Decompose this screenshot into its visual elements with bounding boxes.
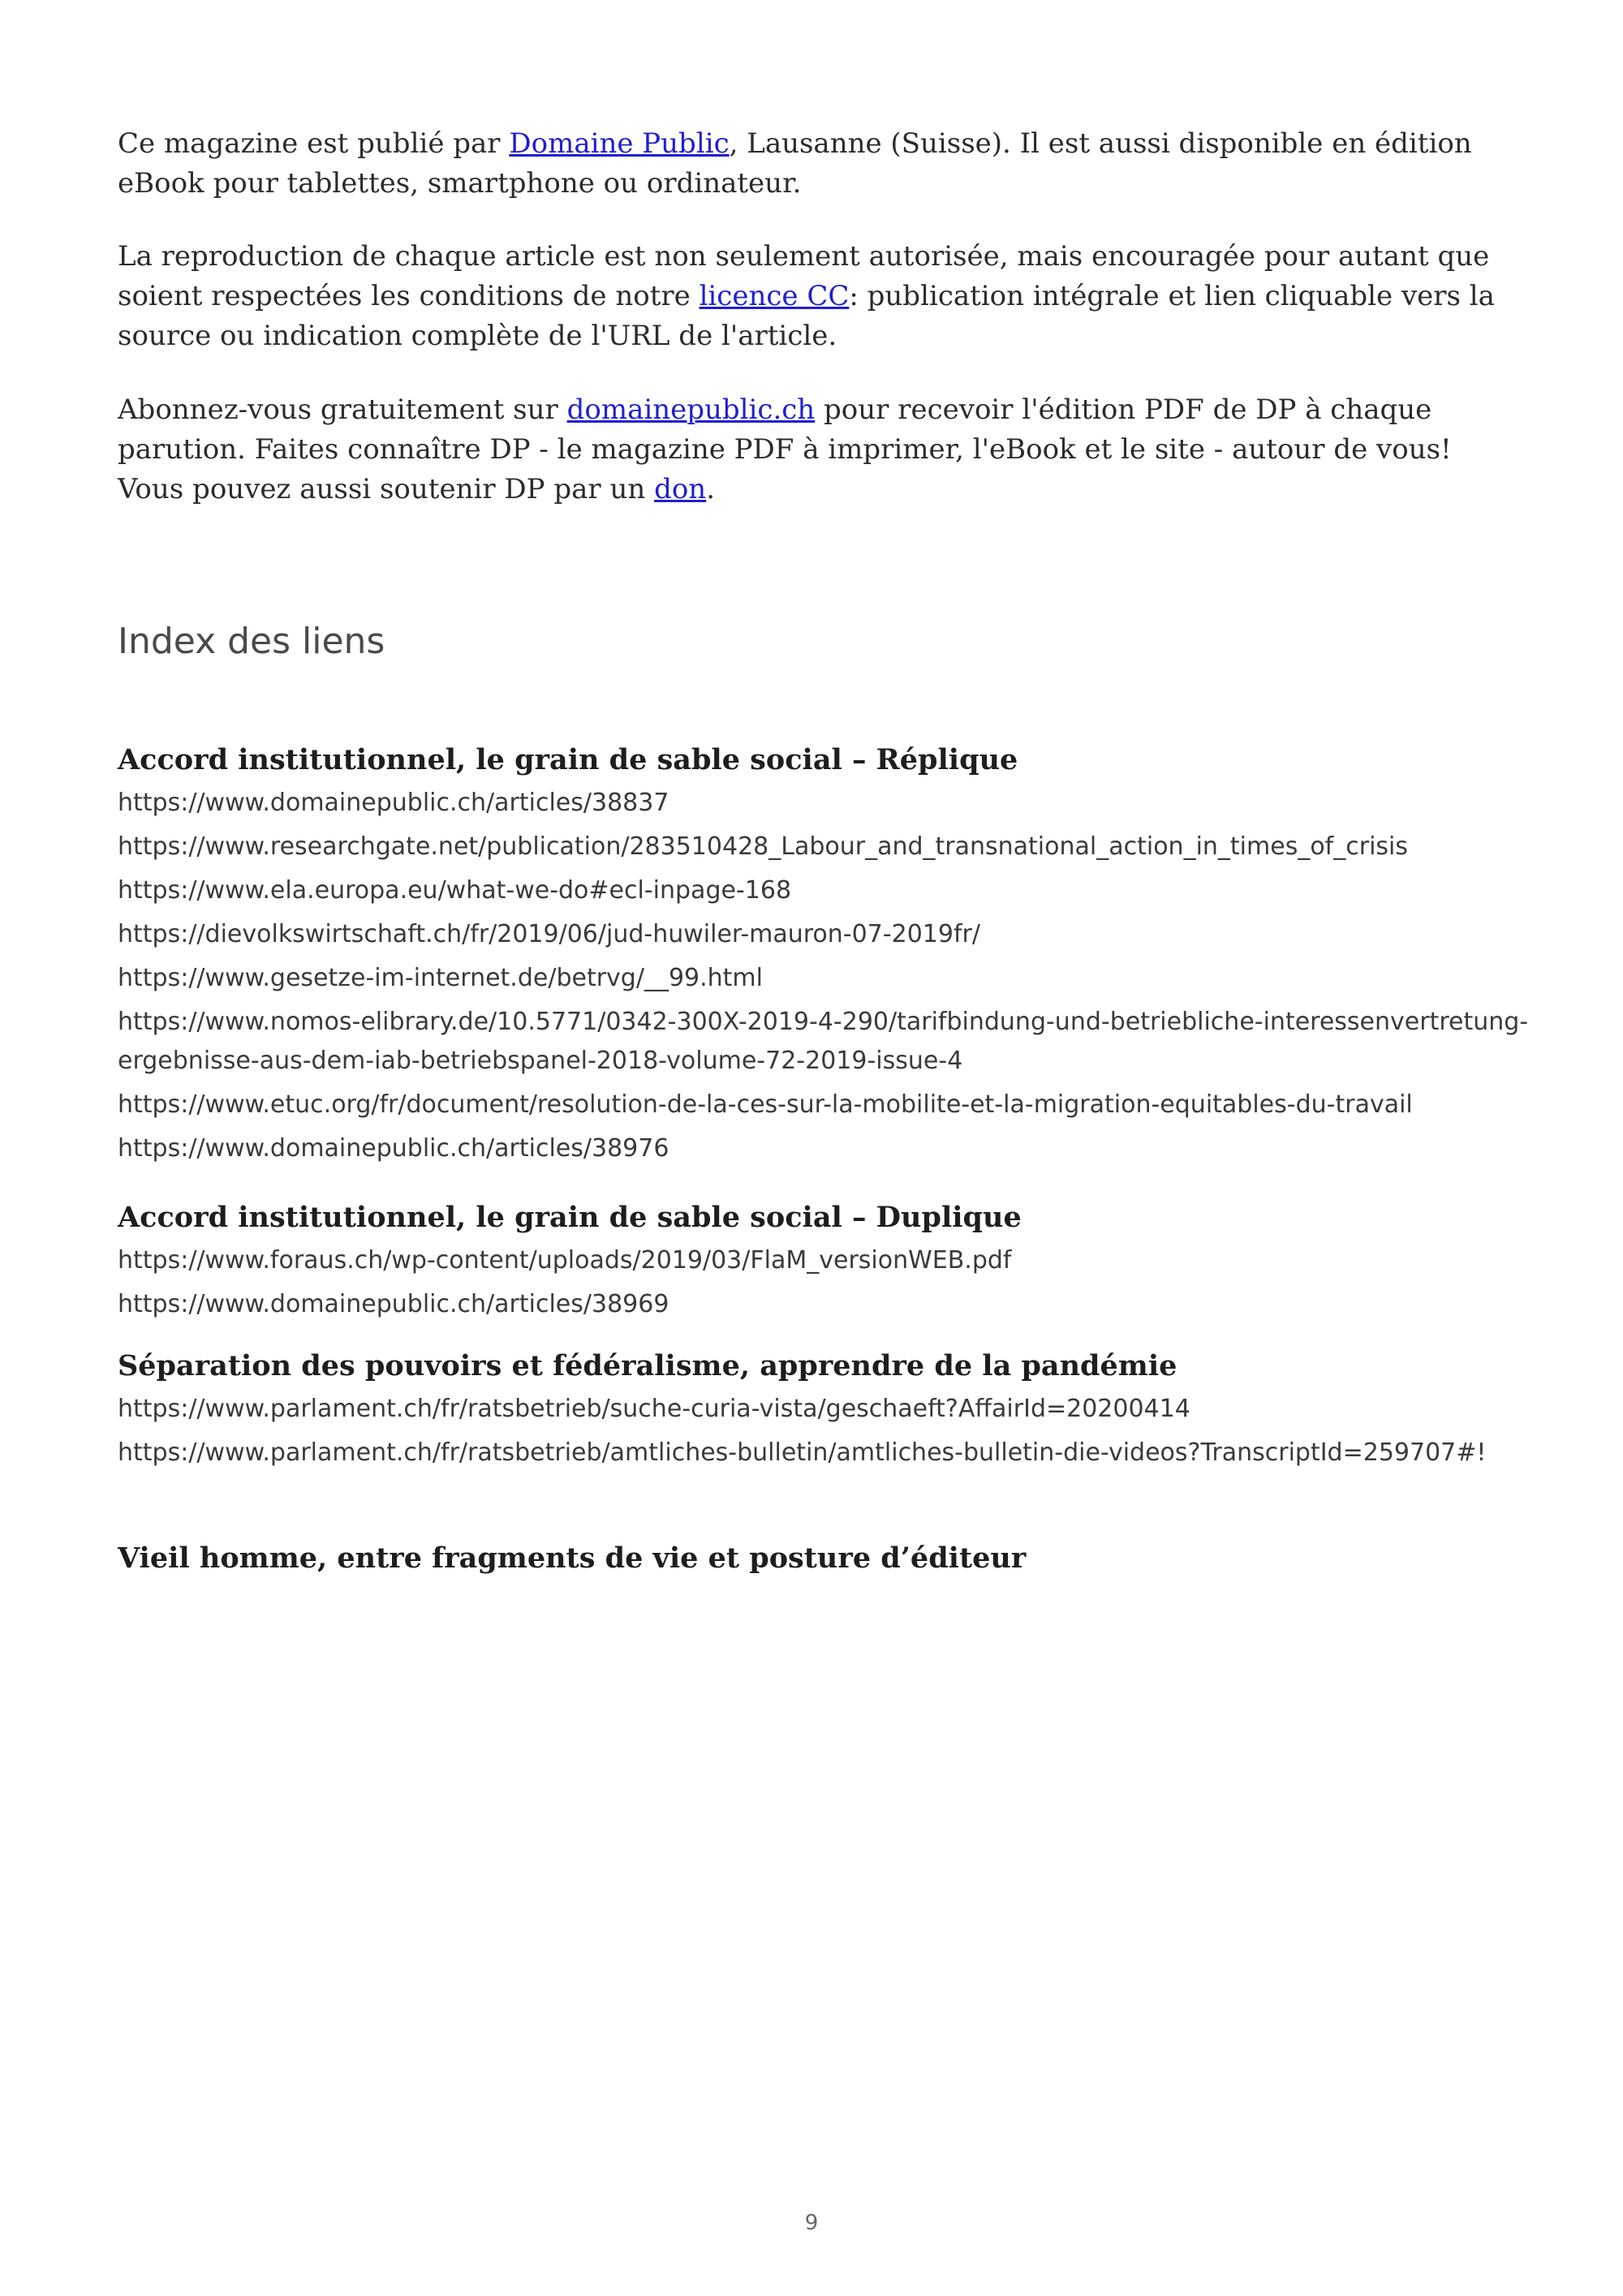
index-section-vieil-homme [118,1538,1530,1582]
index-url[interactable]: https://www.parlament.ch/fr/ratsbetrieb/amtliches-bulletin/amtliches-bulletin-die-videos?TranscriptId=259707#! [118,1438,1487,1467]
p3-text-before: Abonnez-vous gratuitement sur [118,393,567,426]
index-url[interactable]: https://www.domainepublic.ch/articles/38969 [118,1290,669,1318]
section-title: Accord institutionnel, le grain de sable social – Duplique [118,1201,1022,1234]
p3-text-after: . [706,473,716,505]
intro-paragraph-publisher [118,124,1513,204]
p3-text-middle: pour recevoir l'édition PDF de DP à chaque parution. Faites connaître DP - le magazine PDF à imprimer, l'eBook et le site - autour de vous! Vous pouvez aussi soutenir DP par un [118,393,1452,505]
licence-cc-link[interactable]: licence CC [699,280,850,312]
domainepublic-link[interactable]: domainepublic.ch [566,393,816,426]
intro-paragraph-subscribe [118,390,1513,510]
index-heading: Index des liens [118,621,385,662]
section-title: Vieil homme, entre fragments de vie et posture d’éditeur [118,1541,1027,1575]
index-url[interactable]: https://www.nomos-elibrary.de/10.5771/0342-300X-2019-4-290/tarifbindung-und-betriebliche-interessenvertretung-ergebnisse-aus-dem-iab-betriebspanel-2018-volume-72-2019-issue-4 [118,1008,1529,1075]
p1-text-after: , Lausanne (Suisse). Il est aussi disponible en édition eBook pour tablettes, smartphone ou ordinateur. [118,127,1472,200]
index-url[interactable]: https://www.parlament.ch/fr/ratsbetrieb/suche-curia-vista/geschaeft?AffairId=20200414 [118,1395,1190,1423]
p1-text-before: Ce magazine est publié par [118,127,510,160]
index-url[interactable]: https://www.researchgate.net/publication/283510428_Labour_and_transnational_action_in_times_of_crisis [118,832,1408,861]
section-title: Séparation des pouvoirs et fédéralisme, apprendre de la pandémie [118,1349,1177,1382]
index-section-separation [118,1346,1530,1477]
index-url[interactable]: https://www.foraus.ch/wp-content/uploads/2019/03/FlaM_versionWEB.pdf [118,1246,1012,1275]
index-section-replique [118,740,1530,1173]
p2-text-after: : publication intégrale et lien cliquable vers la source ou indication complète de l'URL de l'article. [118,280,1495,352]
intro-paragraph-license [118,237,1513,356]
domaine-public-link[interactable]: Domaine Public [509,127,730,160]
section-title: Accord institutionnel, le grain de sable social – Réplique [118,743,1018,776]
index-url[interactable]: https://www.domainepublic.ch/articles/38837 [118,789,669,817]
don-link[interactable]: don [654,473,707,505]
index-url[interactable]: https://www.gesetze-im-internet.de/betrvg/__99.html [118,964,763,992]
index-url[interactable]: https://www.ela.europa.eu/what-we-do#ecl-inpage-168 [118,876,792,905]
index-url[interactable]: https://www.domainepublic.ch/articles/38976 [118,1134,669,1163]
index-section-duplique [118,1197,1530,1329]
index-url[interactable]: https://dievolkswirtschaft.ch/fr/2019/06/jud-huwiler-mauron-07-2019fr/ [118,920,980,948]
p2-text-before: La reproduction de chaque article est non seulement autorisée, mais encouragée pour autant que soient respectées les conditions de notre [118,240,1490,312]
index-url[interactable]: https://www.etuc.org/fr/document/resolution-de-la-ces-sur-la-mobilite-et-la-migration-equitables-du-travail [118,1090,1413,1119]
page-number: 9 [804,2211,819,2235]
